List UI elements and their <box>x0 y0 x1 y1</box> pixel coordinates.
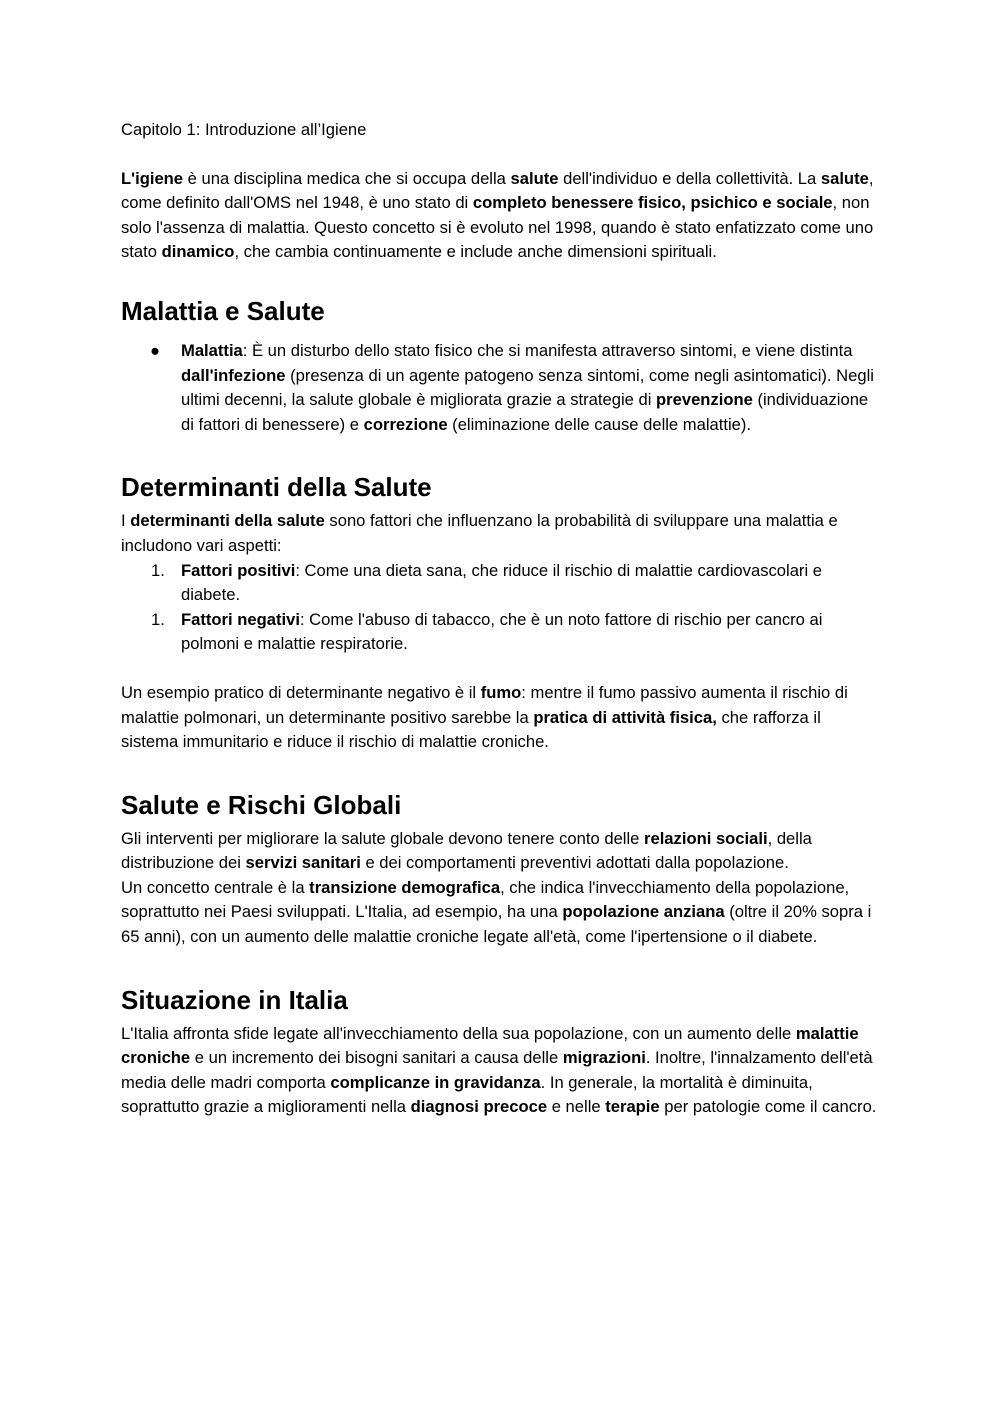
bold-term: completo benessere fisico, psichico e sociale <box>472 193 833 213</box>
chapter-title: Capitolo 1: Introduzione all’Igiene <box>121 120 367 139</box>
bold-term: migrazioni <box>562 1048 646 1068</box>
bold-term: transizione demografica <box>309 877 501 897</box>
list-item: ● Malattia: È un disturbo dello stato fisico che si manifesta attraverso sintomi, e viene distinta dall'infezione (presenza di un agente patogeno senza sintomi, come negli asintomatici). Negli ultimi decenni, la salute globale è migliorata grazie a strategie di prevenzione (individuazione di fattori di benessere) e correzione (eliminazione delle cause delle malattie). <box>150 340 874 434</box>
bold-term: diagnosi precoce <box>410 1097 548 1117</box>
rischi-paragraph-2: Un concetto centrale è la transizione demografica, che indica l'invecchiamento della popolazione, soprattutto nei Paesi sviluppati. L'Italia, ad esempio, ha una popolazione anziana (oltre il 20% sopra i 65 anni), con un aumento delle malattie croniche legate all'età, come l'ipertensione o il diabete. <box>121 877 872 947</box>
list-item: 1. Fattori positivi: Come una dieta sana, che riduce il rischio di malattie cardiovascolari e diabete. <box>151 560 822 605</box>
bold-term: determinanti della salute <box>130 511 325 531</box>
bold-term: L'igiene <box>121 168 184 188</box>
section-italia <box>121 984 881 1120</box>
section-heading: Malattia e Salute <box>121 295 325 326</box>
italia-paragraph: L'Italia affronta sfide legate all'invecchiamento della sua popolazione, con un aumento delle malattie croniche e un incremento dei bisogni sanitari a causa delle migrazioni. Inoltre, l'innalzamento dell'età media delle madri comporta complicanze in gravidanza. In generale, la mortalità è diminuita, soprattutto grazie a miglioramenti nella diagnosi precoce e nelle terapie per patologie come il cancro. <box>121 1023 877 1117</box>
bullet-icon: ● <box>150 340 161 360</box>
bold-term: Fattori positivi <box>181 560 296 580</box>
determinanti-paragraph: I determinanti della salute sono fattori che influenzano la probabilità di sviluppare una malattia e includono vari aspetti: <box>121 511 838 555</box>
bold-term: Fattori negativi <box>181 609 300 629</box>
intro-paragraph: L'igiene è una disciplina medica che si occupa della salute dell'individuo e della collettività. La salute, come definito dall'OMS nel 1948, è uno stato di completo benessere fisico, psichico e sociale, non solo l'assenza di malattia. Questo concetto si è evoluto nel 1998, quando è stato enfatizzato come uno stato dinamico, che cambia continuamente e include anche dimensioni spirituali. <box>121 168 874 262</box>
bold-term: fumo <box>480 682 522 702</box>
section-heading: Situazione in Italia <box>121 984 348 1015</box>
bold-term: popolazione anziana <box>562 902 725 922</box>
section-heading: Salute e Rischi Globali <box>121 789 402 820</box>
list-item: 1. Fattori negativi: Come l'abuso di tabacco, che è un noto fattore di rischio per cancro ai polmoni e malattie respiratorie. <box>151 609 823 654</box>
section-determinanti <box>121 471 881 657</box>
bold-term: pratica di attività fisica, <box>533 707 717 727</box>
list-number: 1. <box>151 560 165 580</box>
bold-term: dinamico <box>161 242 235 262</box>
numbered-list <box>121 559 881 657</box>
document-page <box>121 118 881 1120</box>
bold-term: salute <box>510 168 559 188</box>
bold-term: relazioni sociali <box>644 828 768 848</box>
bullet-list <box>121 339 881 437</box>
bold-term: Malattia <box>181 340 243 360</box>
bold-term: salute <box>820 168 869 188</box>
bold-term: servizi sanitari <box>245 853 361 873</box>
bold-term: prevenzione <box>656 390 753 410</box>
example-paragraph: Un esempio pratico di determinante negativo è il fumo: mentre il fumo passivo aumenta il rischio di malattie polmonari, un determinante positivo sarebbe la pratica di attività fisica, che rafforza il sistema immunitario e riduce il rischio di malattie croniche. <box>121 682 848 752</box>
bold-term: complicanze in gravidanza <box>330 1072 541 1092</box>
section-rischi <box>121 789 881 950</box>
section-heading: Determinanti della Salute <box>121 472 432 503</box>
bold-term: malattie croniche <box>121 1023 859 1068</box>
bold-term: terapie <box>605 1097 660 1117</box>
bold-term: correzione <box>363 414 448 434</box>
list-number: 1. <box>151 609 165 629</box>
section-malattia <box>121 295 881 437</box>
bold-term: dall'infezione <box>181 365 286 385</box>
rischi-paragraph-1: Gli interventi per migliorare la salute globale devono tenere conto delle relazioni sociali, della distribuzione dei servizi sanitari e dei comportamenti preventivi adottati dalla popolazione. <box>121 828 812 873</box>
